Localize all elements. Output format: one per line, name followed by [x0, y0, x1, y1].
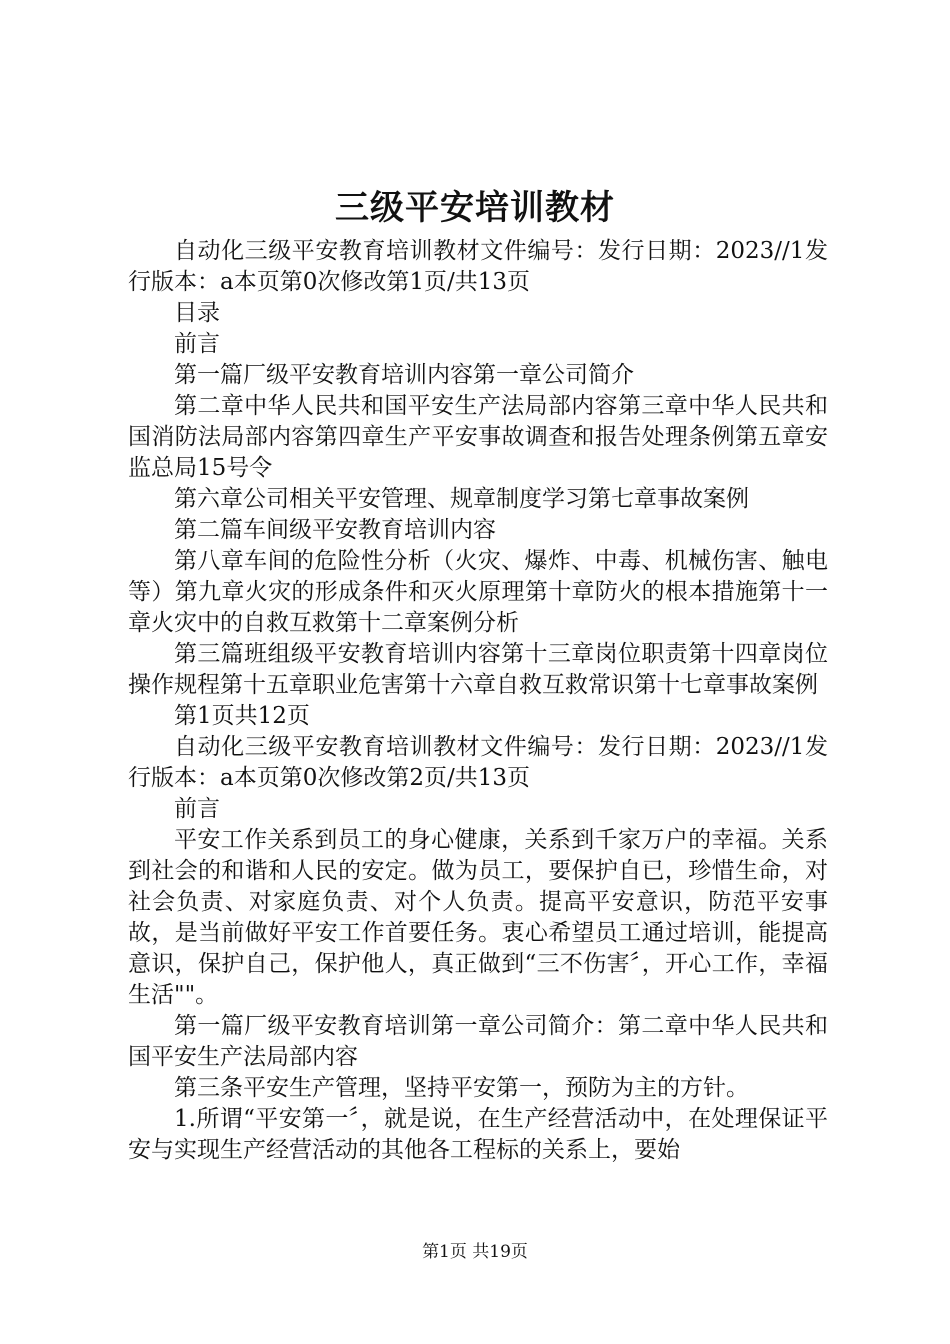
- paragraph-toc-part1: 第一篇厂级平安教育培训内容第一章公司简介: [174, 362, 634, 388]
- paragraph-header-1: 自动化三级平安教育培训教材文件编号：发行日期：2023//1发行版本：a本页第0次修改第1页/共13页: [128, 238, 828, 295]
- paragraph-toc-preface: 前言: [174, 331, 220, 357]
- paragraph-preface-heading: 前言: [174, 796, 220, 822]
- paragraph-page-count: 第1页共12页: [174, 703, 310, 729]
- paragraph-toc-chapters-2-5: 第二章中华人民共和国平安生产法局部内容第三章中华人民共和国消防法局部内容第四章生产平安事故调查和报告处理条例第五章安监总局15号令: [128, 393, 828, 481]
- paragraph-part1-intro: 第一篇厂级平安教育培训第一章公司简介：第二章中华人民共和国平安生产法局部内容: [128, 1013, 828, 1070]
- paragraph-article-3: 第三条平安生产管理，坚持平安第一，预防为主的方针。: [174, 1075, 749, 1101]
- paragraph-toc-heading: 目录: [174, 300, 220, 326]
- paragraph-safety-first: 1.所谓“平安第一〞，就是说，在生产经营活动中，在处理保证平安与实现生产经营活动的其他各工程标的关系上，要始: [128, 1106, 828, 1163]
- paragraph-toc-chapters-6-7: 第六章公司相关平安管理、规章制度学习第七章事故案例: [174, 486, 749, 512]
- paragraph-header-2: 自动化三级平安教育培训教材文件编号：发行日期：2023//1发行版本：a本页第0次修改第2页/共13页: [128, 734, 828, 791]
- page-footer: 第1页 共19页: [422, 1242, 528, 1262]
- paragraph-toc-chapters-8-12: 第八章车间的危险性分析（火灾、爆炸、中毒、机械伤害、触电等）第九章火灾的形成条件和灭火原理第十章防火的根本措施第十一章火灾中的自救互救第十二章案例分析: [128, 548, 828, 636]
- document-title: 三级平安培训教材: [335, 188, 615, 228]
- paragraph-preface-body: 平安工作关系到员工的身心健康，关系到千家万户的幸福。关系到社会的和谐和人民的安定。做为员工，要保护自已，珍惜生命，对社会负责、对家庭负责、对个人负责。提高平安意识，防范平安事故，是当前做好平安工作首要任务。衷心希望员工通过培训，能提高意识，保护自己，保护他人，真正做到“三不伤害〞，开心工作，幸福生活""。: [128, 827, 828, 1008]
- paragraph-toc-part2: 第二篇车间级平安教育培训内容: [174, 517, 496, 543]
- paragraph-toc-part3: 第三篇班组级平安教育培训内容第十三章岗位职责第十四章岗位操作规程第十五章职业危害第十六章自救互救常识第十七章事故案例: [128, 641, 828, 698]
- document-body: [128, 236, 828, 1166]
